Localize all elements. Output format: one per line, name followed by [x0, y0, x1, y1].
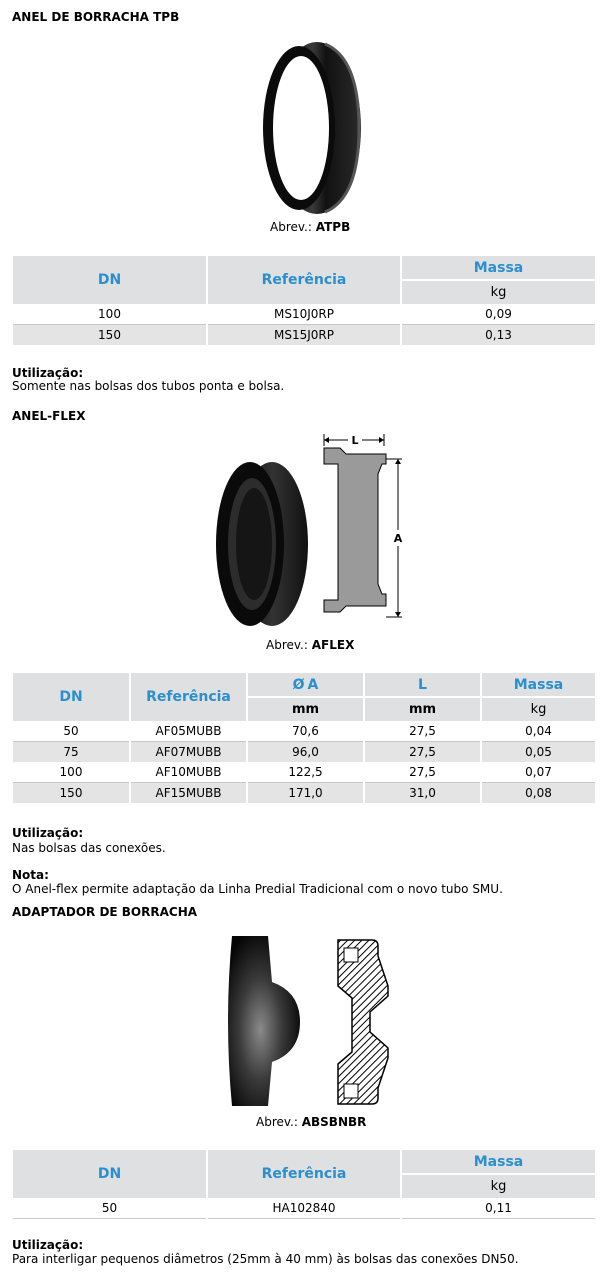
cell-ref: MS10J0RP [207, 304, 401, 325]
abrev-atpb: Abrev.: ATPB [270, 220, 351, 234]
cell-a: 122,5 [247, 762, 364, 783]
header-massa-unit: kg [401, 1174, 595, 1198]
cell-dn: 50 [13, 721, 130, 742]
utilizacao-label: Utilização: [12, 1238, 84, 1252]
utilizacao-text: Para interligar pequenos diâmetros (25mm à 40 mm) às bolsas das conexões DN50. [12, 1252, 519, 1266]
header-massa: Massa [401, 1150, 595, 1174]
cell-a: 96,0 [247, 742, 364, 763]
utilizacao-text: Somente nas bolsas dos tubos ponta e bolsa. [12, 379, 285, 393]
cell-massa: 0,13 [401, 325, 595, 346]
header-massa-unit: kg [481, 697, 595, 721]
cell-l: 27,5 [364, 742, 481, 763]
table-row [13, 304, 595, 325]
cell-dn: 150 [13, 325, 207, 346]
cell-ref: HA102840 [207, 1198, 401, 1219]
cell-massa: 0,08 [481, 783, 595, 804]
cell-l: 27,5 [364, 721, 481, 742]
utilizacao-label: Utilização: [12, 826, 84, 840]
abrev-absbnbr: Abrev.: ABSBNBR [256, 1115, 367, 1129]
cell-massa: 0,05 [481, 742, 595, 763]
table-anel-tpb [13, 256, 595, 345]
header-massa-unit: kg [401, 280, 595, 304]
header-referencia: Referência [130, 673, 247, 721]
dim-l-label: L [351, 434, 359, 447]
nota-text: O Anel-flex permite adaptação da Linha Predial Tradicional com o novo tubo SMU. [12, 882, 503, 896]
table-row [13, 721, 595, 742]
cell-ref: AF15MUBB [130, 783, 247, 804]
header-l: L [364, 673, 481, 697]
header-massa: Massa [481, 673, 595, 697]
header-massa: Massa [401, 256, 595, 280]
table-row [13, 762, 595, 783]
cell-ref: MS15J0RP [207, 325, 401, 346]
header-l-unit: mm [364, 697, 481, 721]
header-a-unit: mm [247, 697, 364, 721]
cell-dn: 100 [13, 762, 130, 783]
adaptador-section-diagram [330, 936, 396, 1110]
cell-massa: 0,09 [401, 304, 595, 325]
cell-massa: 0,04 [481, 721, 595, 742]
table-row [13, 783, 595, 804]
cell-l: 31,0 [364, 783, 481, 804]
table-adaptador [13, 1150, 595, 1219]
cell-ref: AF10MUBB [130, 762, 247, 783]
cell-ref: AF05MUBB [130, 721, 247, 742]
cell-a: 171,0 [247, 783, 364, 804]
cell-dn: 50 [13, 1198, 207, 1219]
header-dn: DN [13, 673, 130, 721]
cell-massa: 0,11 [401, 1198, 595, 1219]
dim-a-label: A [393, 532, 403, 545]
cell-ref: AF07MUBB [130, 742, 247, 763]
diameter-icon: Ø [292, 676, 305, 693]
header-dn: DN [13, 1150, 207, 1198]
section-title-anel-flex: ANEL-FLEX [12, 409, 86, 423]
utilizacao-text: Nas bolsas das conexões. [12, 841, 166, 855]
section-title-adaptador: ADAPTADOR DE BORRACHA [12, 905, 198, 919]
cell-massa: 0,07 [481, 762, 595, 783]
utilizacao-label: Utilização: [12, 366, 84, 380]
cell-a: 70,6 [247, 721, 364, 742]
cell-dn: 150 [13, 783, 130, 804]
cell-dn: 100 [13, 304, 207, 325]
header-referencia: Referência [207, 256, 401, 304]
section-title-anel-tpb: ANEL DE BORRACHA TPB [12, 10, 180, 24]
cell-dn: 75 [13, 742, 130, 763]
table-row [13, 742, 595, 763]
table-row [13, 325, 595, 346]
table-row [13, 1198, 595, 1219]
abrev-aflex: Abrev.: AFLEX [266, 638, 355, 652]
header-dn: DN [13, 256, 207, 304]
header-referencia: Referência [207, 1150, 401, 1198]
rubber-ring-tpb-image [255, 38, 365, 218]
table-anel-flex [13, 673, 595, 803]
anel-flex-image [212, 458, 312, 633]
anel-flex-section-diagram [318, 432, 410, 624]
cell-l: 27,5 [364, 762, 481, 783]
nota-label: Nota: [12, 868, 49, 882]
adaptador-image [226, 934, 302, 1110]
header-a: Ø A [247, 673, 364, 697]
